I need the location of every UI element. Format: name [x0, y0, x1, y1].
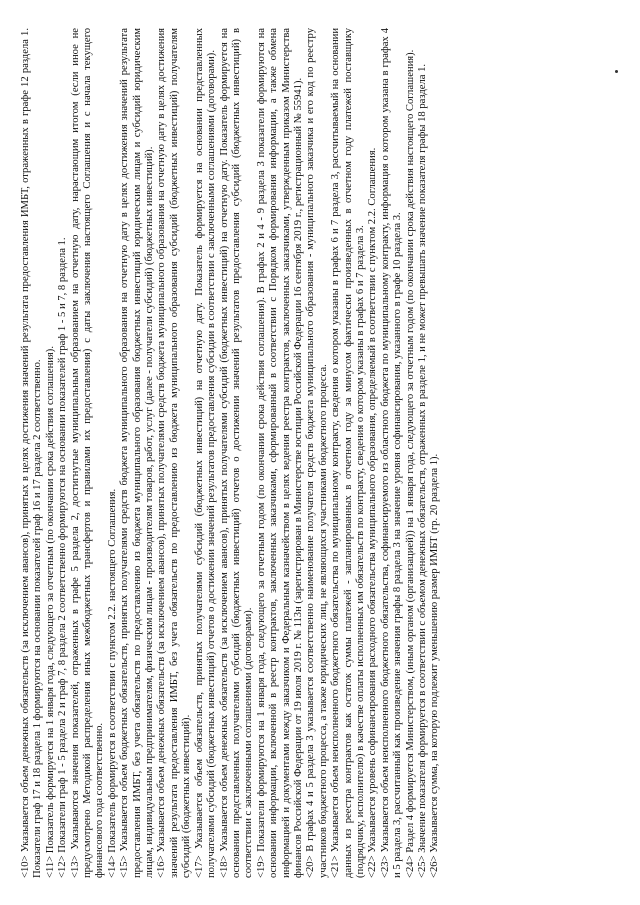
footnote-10: <10> Указывается объем денежных обязательств (за исключением авансов), принятых в целях достижения значений результата предоставления ИМБТ, отраженных в графе 12 раздела 1. Показатели граф 17 и 18 раздела 1 формируются на основании показателей граф 16 и 17 раздела 2 соответственно.	[20, 27, 44, 878]
footnote-12: <12> Показатели граф 1 - 5 раздела 2 и граф 7, 8 раздела 2 соответственно формируются на основании показателей граф 1 - 5 и 7, 8 раздела 1.	[57, 237, 69, 878]
footnote-23: <23> Указывается объем неисполненного бюджетного обязательства, софинансируемого из областного бюджета по муниципальному контракту, информация о котором указана в графах 4 и 5 раздела 3, рассчитанный как произведение значения графы 8 раздела 3 на значение уровня софинансирования, указанного в графе 10 раздела 3.	[379, 27, 404, 878]
footnote-16: <16> Указывается объем денежных обязательств (за исключением авансов), принятых получателями средств бюджета муниципального образования на отчетную дату в целях достижения значений результата предоставления ИМБТ, без учета обязательств по предоставлению из бюджета муниципального образования субсидий (бюджетных инвестиций) получателям субсидий (бюджетных инвестиций).	[156, 27, 193, 878]
footnote-15: <15> Указывается объем бюджетных обязательств, принятых получателями средств бюджета муниципального образования на отчетную дату в целях достижения значений результата предоставления ИМБТ, без учета обязательств по предоставлению из бюджета муниципального образования бюджетных инвестиций юридическим лицам и субсидий юридическим лицам, индивидуальным предпринимателям, физическим лицам - производителям товаров, работ, услуг (далее - получатели субсидий) (бюджетных инвестиций).	[119, 27, 156, 878]
footnote-26: <26> Указывается сумма, на которую подлежит уменьшению размер ИМБТ (гр. 20 раздела 1).	[429, 453, 441, 878]
footnote-21: <21> Указывается объем неисполненного бюджетного обязательства по муниципальному контракту, сведения о котором указаны в графах 6 и 7 раздела 3, рассчитываемый на основании данных из реестра контрактов как остаток суммы платежей - запланированных в отчетном году за минусом фактически произведенных в отчетном году платежей поставщику (подрядчику, исполнителю) в качестве оплаты исполненных им обязательств по контракту, сведения о котором указаны в графах 6 и 7 раздела 3.	[330, 27, 366, 878]
footnote-13: <13> Указываются значения показателей, отраженных в графе 5 раздела 2, достигнутые муниципальным образованием на отчетную дату, нарастающим итогом (если иное не предусмотрено Методикой распределения иных межбюджетных трансфертов и правилами их предоставления) с даты заключения настоящего Соглашения и с начала текущего финансового года соответственно.	[69, 27, 106, 878]
footnote-20: <20> В графах 4 и 5 раздела 3 указывается соответственно наименование получателя средств бюджета муниципального образования - муниципального заказчика и его код по реестру участников бюджетного процесса, а также юридических лиц, не являющихся участниками бюджетного процесса.	[305, 27, 329, 878]
rotated-footnotes-block	[20, 28, 620, 878]
footnote-25: <25> Значение показателя формируется в соответствии с объемом денежных обязательств, отраженных в разделе 1, и не может превышать значение показателя графы 18 раздела 1.	[417, 63, 428, 878]
footnote-19: <19> Показатели формируются на 1 января года, следующего за отчетным годом (по окончании срока действия соглашения). В графах 2 и 4 - 9 раздела 3 показатели формируются на основании информации, включенной в реестр контрактов, заключенных заказчиками, сформированный в соответствии с Порядком формирования информации, а также обмена информацией и документами между заказчиком и Федеральным казначейством в целях ведения реестра контрактов, заключенных заказчиками, утвержденным приказом Министерства финансов Российской Федерации от 19 июля 2019 г. № 113н (зарегистрирован в Министерстве юстиции Российской Федерации 16 сентября 2019 г., регистрационный № 55941).	[255, 27, 304, 878]
footnote-17: <17> Указывается объем обязательств, принятых получателями субсидий (бюджетных инвестиций) на отчетную дату. Показатель формируется на основании представленных получателями субсидий (бюджетных инвестиций) отчетов о достижении значений результатов предоставления субсидии в соответствии с заключенными соглашениями (договорами).	[193, 27, 218, 878]
footnote-18: <18> Указывается объем денежных обязательств (за исключением авансов), принятых получателями субсидий (бюджетных инвестиций) на отчетную дату. Показатель формируется на основании представленных получателями субсидий (бюджетных инвестиций) отчетов о достижении значений результатов предоставления субсидий (бюджетных инвестиций) в соответствии с заключенными соглашениями (договорами).	[218, 27, 255, 878]
footnote-11: <11> Показатель формируется на 1 января года, следующего за отчетным (по окончании срока действия соглашения).	[44, 345, 56, 878]
footnote-14: <14> Показатель формируется в соответствии с пунктом 2.2. настоящего Соглашения.	[106, 488, 118, 878]
footnote-24: <24> Раздел 4 формируется Министерством, (иным органом (организацией)) на 1 января года, следующего за отчетным годом (по окончании срока действия настоящего Соглашения).	[404, 49, 416, 878]
footnote-22: <22> Указывается уровень софинансирования расходного обязательства муниципального образования, определяемый в соответствии с пунктом 2.2. Соглашения.	[367, 147, 379, 878]
